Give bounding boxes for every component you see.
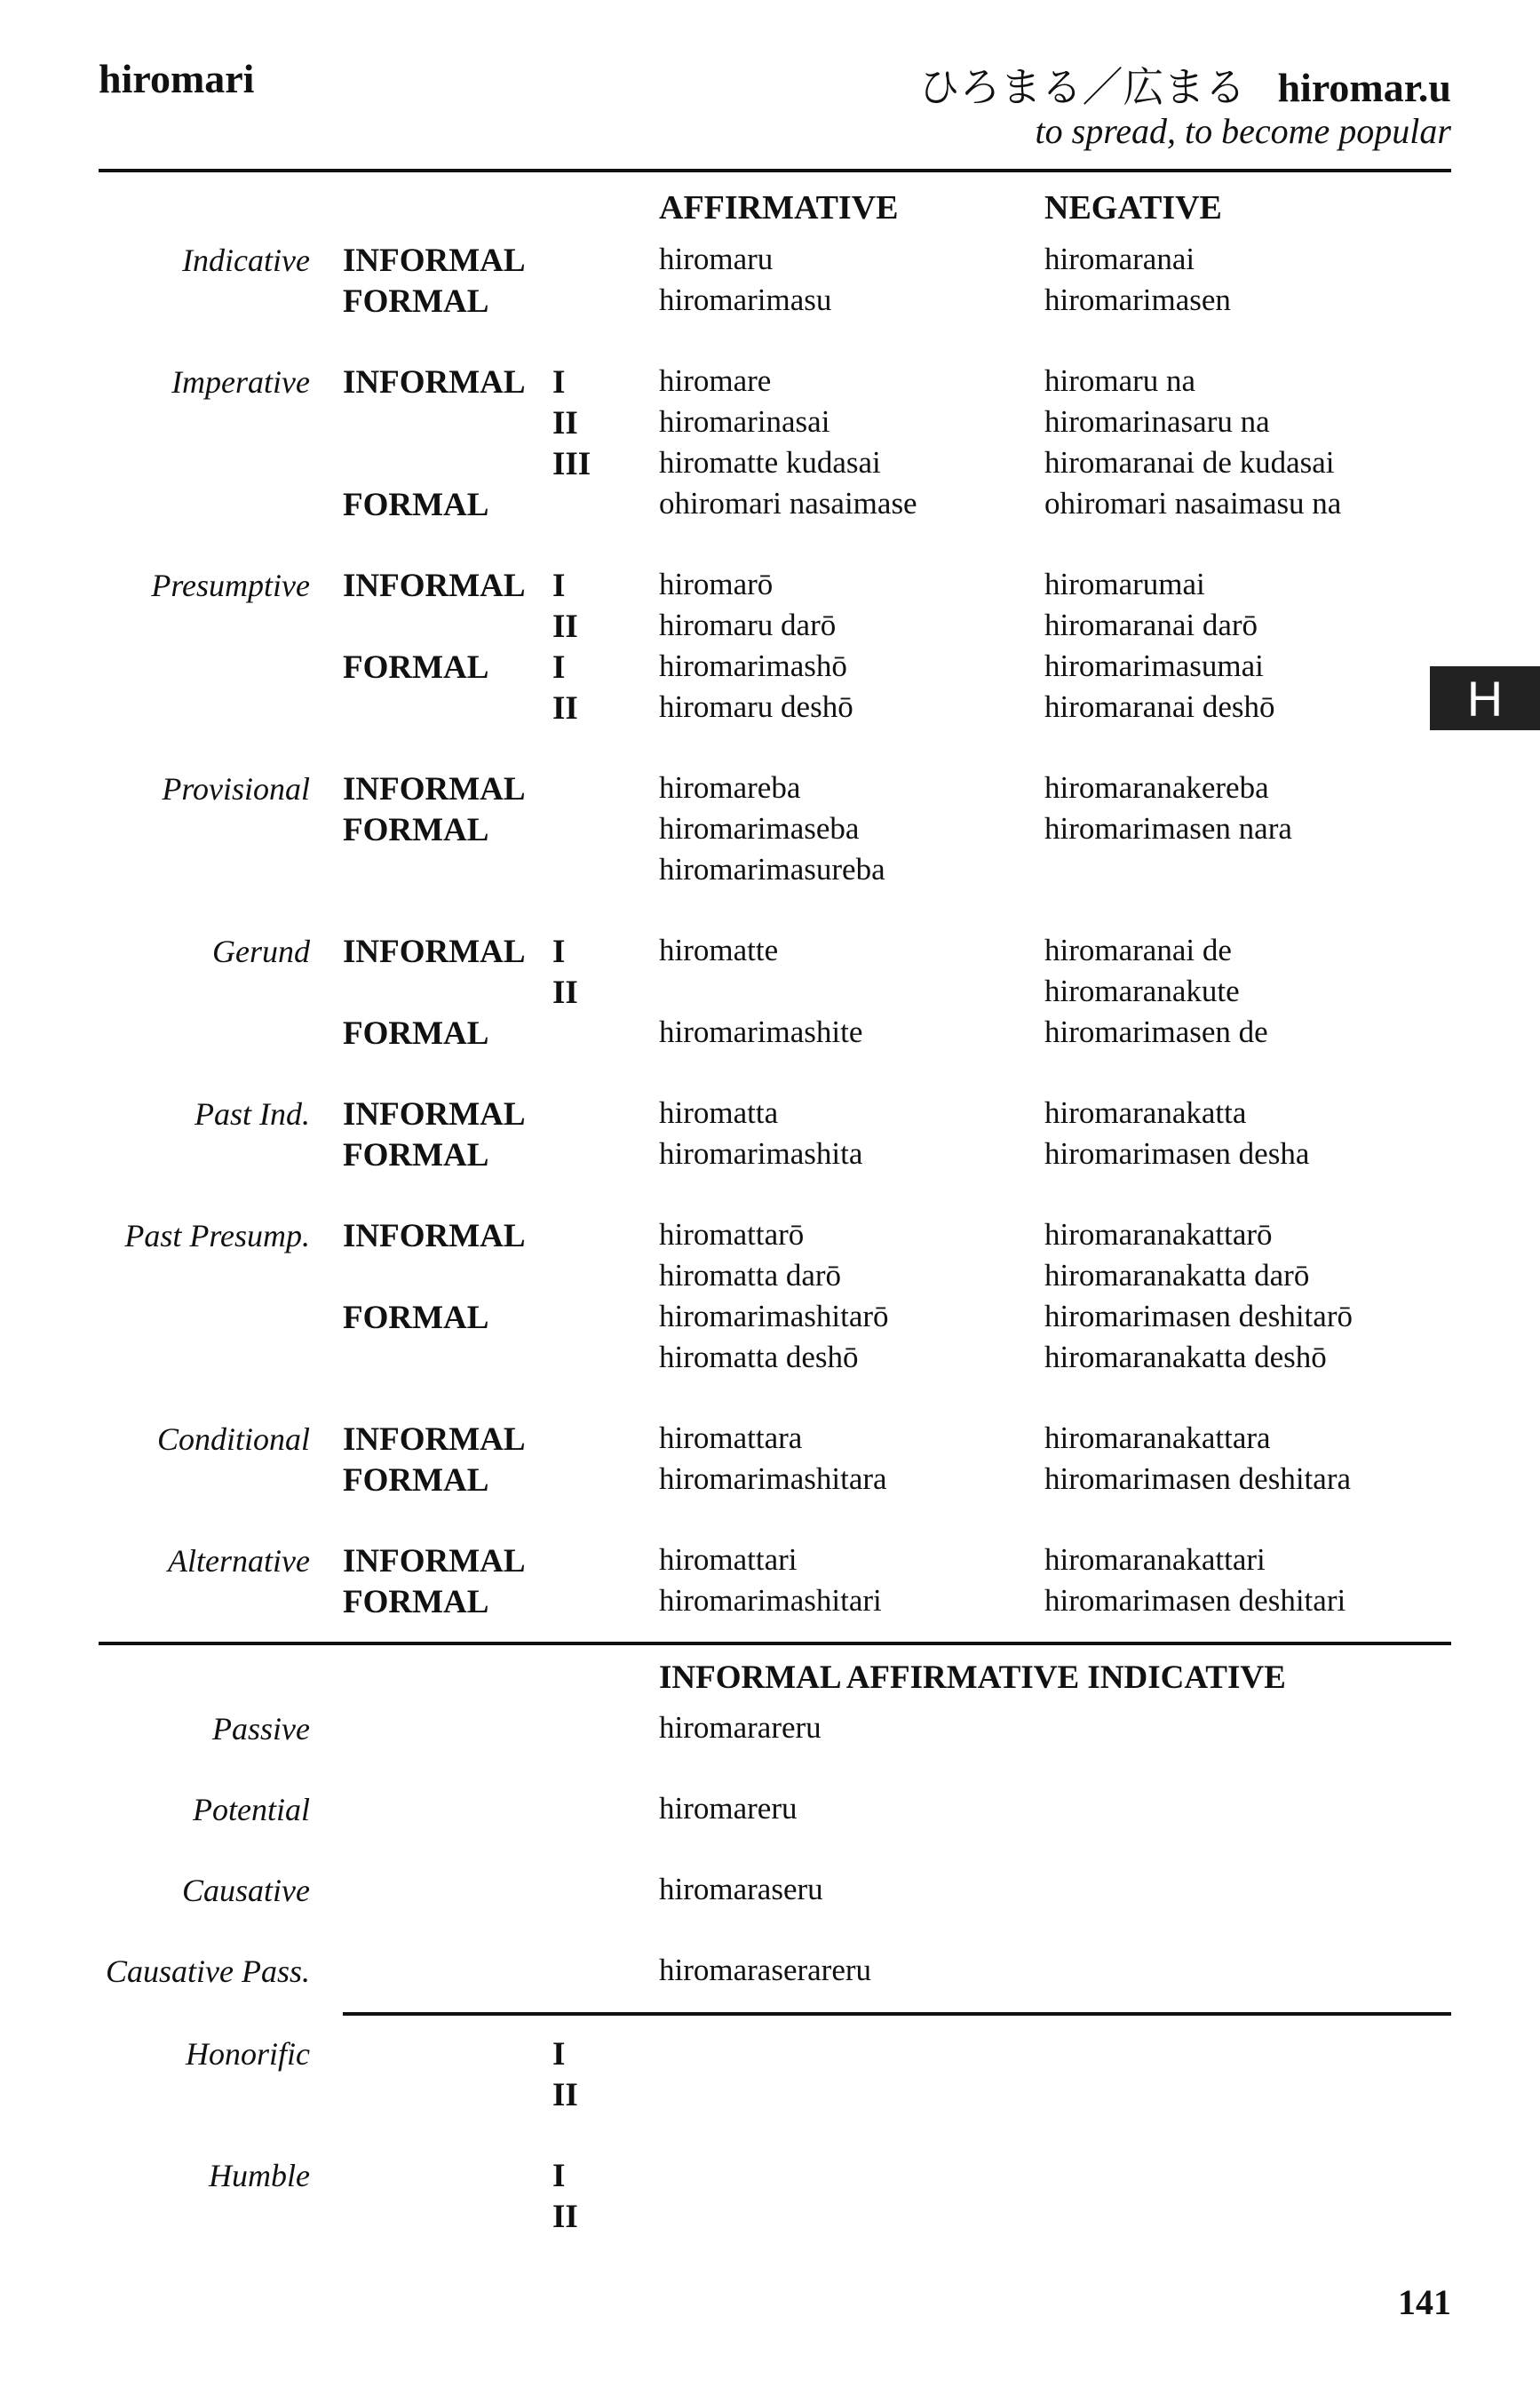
row-category: Past Ind. [194, 1096, 310, 1132]
row-register: FORMAL [343, 649, 489, 686]
header-word: hiromari [99, 56, 255, 101]
row-affirmative: hiromattari [659, 1542, 798, 1577]
row-level: I [552, 934, 566, 970]
section-tab-h: H [1430, 666, 1540, 730]
row-affirmative: hiromarimasureba [659, 852, 885, 887]
row-negative: hiromaranai [1044, 242, 1195, 276]
row-register: INFORMAL [343, 771, 526, 808]
row-negative: hiromaranakattara [1044, 1420, 1271, 1455]
row-level: II [552, 609, 578, 645]
row-category: Past Presump. [124, 1218, 310, 1253]
row-register: INFORMAL [343, 243, 526, 279]
row-negative: hiromarimasen deshitara [1044, 1461, 1352, 1496]
row-negative: ohiromari nasaimasu na [1044, 486, 1342, 521]
row-affirmative: hiromarimashitarō [659, 1299, 889, 1333]
row-affirmative: hiromattarō [659, 1217, 805, 1252]
top-rule [99, 169, 1451, 172]
row-level: II [552, 690, 578, 727]
row-category: Provisional [162, 771, 310, 807]
derived-form: hiromareru [659, 1791, 798, 1826]
row-register: INFORMAL [343, 1543, 526, 1579]
row-negative: hiromarimasen deshitari [1044, 1583, 1346, 1618]
row-register: INFORMAL [343, 568, 526, 604]
row-negative: hiromarumai [1044, 567, 1205, 601]
derived-category: Causative [182, 1873, 310, 1908]
row-category: Gerund [212, 934, 310, 969]
row-negative: hiromarimasen [1044, 282, 1231, 317]
header-meaning: to spread, to become popular [1035, 111, 1451, 151]
row-register: INFORMAL [343, 364, 526, 401]
derived-category: Passive [212, 1711, 310, 1747]
row-category: Conditional [156, 1421, 310, 1457]
derived-level: I [552, 2036, 566, 2073]
lower-rule [343, 2012, 1451, 2016]
row-affirmative: hiromarimasu [659, 282, 832, 317]
derived-category: Causative Pass. [106, 1953, 310, 1989]
row-negative: hiromaranakatta darō [1044, 1258, 1310, 1293]
derived-level: I [552, 2158, 566, 2194]
row-affirmative: hiromareba [659, 770, 801, 805]
row-register: FORMAL [343, 812, 489, 848]
row-register: FORMAL [343, 1300, 489, 1336]
row-affirmative: hiromare [659, 363, 772, 398]
row-register: INFORMAL [343, 1096, 526, 1133]
row-level: I [552, 364, 566, 401]
row-affirmative: hiromaru [659, 242, 774, 276]
derived-form: hiromaraserareru [659, 1953, 872, 1987]
row-negative: hiromaranakattarō [1044, 1217, 1273, 1252]
row-negative: hiromarimasen de [1044, 1015, 1268, 1049]
row-register: INFORMAL [343, 1421, 526, 1458]
row-negative: hiromaranakatta [1044, 1095, 1247, 1130]
row-affirmative: hiromatta deshō [659, 1340, 859, 1374]
row-affirmative: hiromaru deshō [659, 689, 853, 724]
row-affirmative: hiromarimashita [659, 1136, 863, 1171]
derived-level: II [552, 2199, 578, 2235]
row-affirmative: hiromarimashitara [659, 1461, 887, 1496]
row-register: FORMAL [343, 1584, 489, 1620]
row-affirmative: hiromarimashō [659, 648, 847, 683]
row-register: FORMAL [343, 1462, 489, 1499]
row-negative: hiromarimasumai [1044, 648, 1264, 683]
row-negative: hiromaranai deshō [1044, 689, 1275, 724]
row-register: INFORMAL [343, 1218, 526, 1254]
negative-heading: NEGATIVE [1044, 189, 1222, 227]
affirmative-heading: AFFIRMATIVE [659, 189, 899, 227]
row-negative: hiromaranai de [1044, 933, 1232, 967]
section2-title: INFORMAL AFFIRMATIVE INDICATIVE [659, 1659, 1286, 1696]
row-register: INFORMAL [343, 934, 526, 970]
row-register: FORMAL [343, 1137, 489, 1174]
row-level: II [552, 405, 578, 442]
row-affirmative: hiromarimashitari [659, 1583, 882, 1618]
row-negative: hiromaru na [1044, 363, 1196, 398]
header-romaji: hiromar.u [1277, 65, 1451, 110]
row-category: Indicative [182, 243, 310, 278]
derived-category: Honorific [186, 2036, 310, 2072]
row-negative: hiromaranakereba [1044, 770, 1269, 805]
row-negative: hiromaranakute [1044, 974, 1240, 1008]
row-negative: hiromarimasen nara [1044, 811, 1292, 846]
row-negative: hiromarimasen deshitarō [1044, 1299, 1353, 1333]
row-negative: hiromaranakattari [1044, 1542, 1266, 1577]
row-register: FORMAL [343, 487, 489, 523]
row-level: I [552, 649, 566, 686]
row-affirmative: hiromatta [659, 1095, 779, 1130]
row-affirmative: ohiromari nasaimase [659, 486, 917, 521]
row-affirmative: hiromarinasai [659, 404, 830, 439]
row-affirmative: hiromarō [659, 567, 774, 601]
derived-category: Potential [193, 1792, 310, 1827]
derived-category: Humble [209, 2158, 310, 2193]
header-kana: ひろまる／広まる [918, 65, 1246, 110]
row-affirmative: hiromatte kudasai [659, 445, 881, 480]
row-affirmative: hiromarimaseba [659, 811, 860, 846]
row-level: I [552, 568, 566, 604]
row-category: Alternative [168, 1543, 310, 1579]
derived-form: hiromaraseru [659, 1872, 823, 1906]
row-category: Imperative [171, 364, 310, 400]
row-negative: hiromarimasen desha [1044, 1136, 1310, 1171]
row-level: III [552, 446, 591, 482]
row-affirmative: hiromatte [659, 933, 779, 967]
row-category: Presumptive [151, 568, 310, 603]
derived-level: II [552, 2077, 578, 2113]
derived-form: hiromarareru [659, 1710, 822, 1745]
row-level: II [552, 975, 578, 1011]
page-number: 141 [1398, 2282, 1451, 2322]
row-register: FORMAL [343, 1015, 489, 1052]
row-affirmative: hiromatta darō [659, 1258, 842, 1293]
row-negative: hiromarinasaru na [1044, 404, 1270, 439]
row-negative: hiromaranai de kudasai [1044, 445, 1335, 480]
row-affirmative: hiromaru darō [659, 608, 837, 642]
header-title [918, 55, 1451, 114]
row-negative: hiromaranai darō [1044, 608, 1258, 642]
row-register: FORMAL [343, 283, 489, 320]
middle-rule [99, 1642, 1451, 1645]
row-affirmative: hiromarimashite [659, 1015, 863, 1049]
row-affirmative: hiromattara [659, 1420, 803, 1455]
row-negative: hiromaranakatta deshō [1044, 1340, 1327, 1374]
